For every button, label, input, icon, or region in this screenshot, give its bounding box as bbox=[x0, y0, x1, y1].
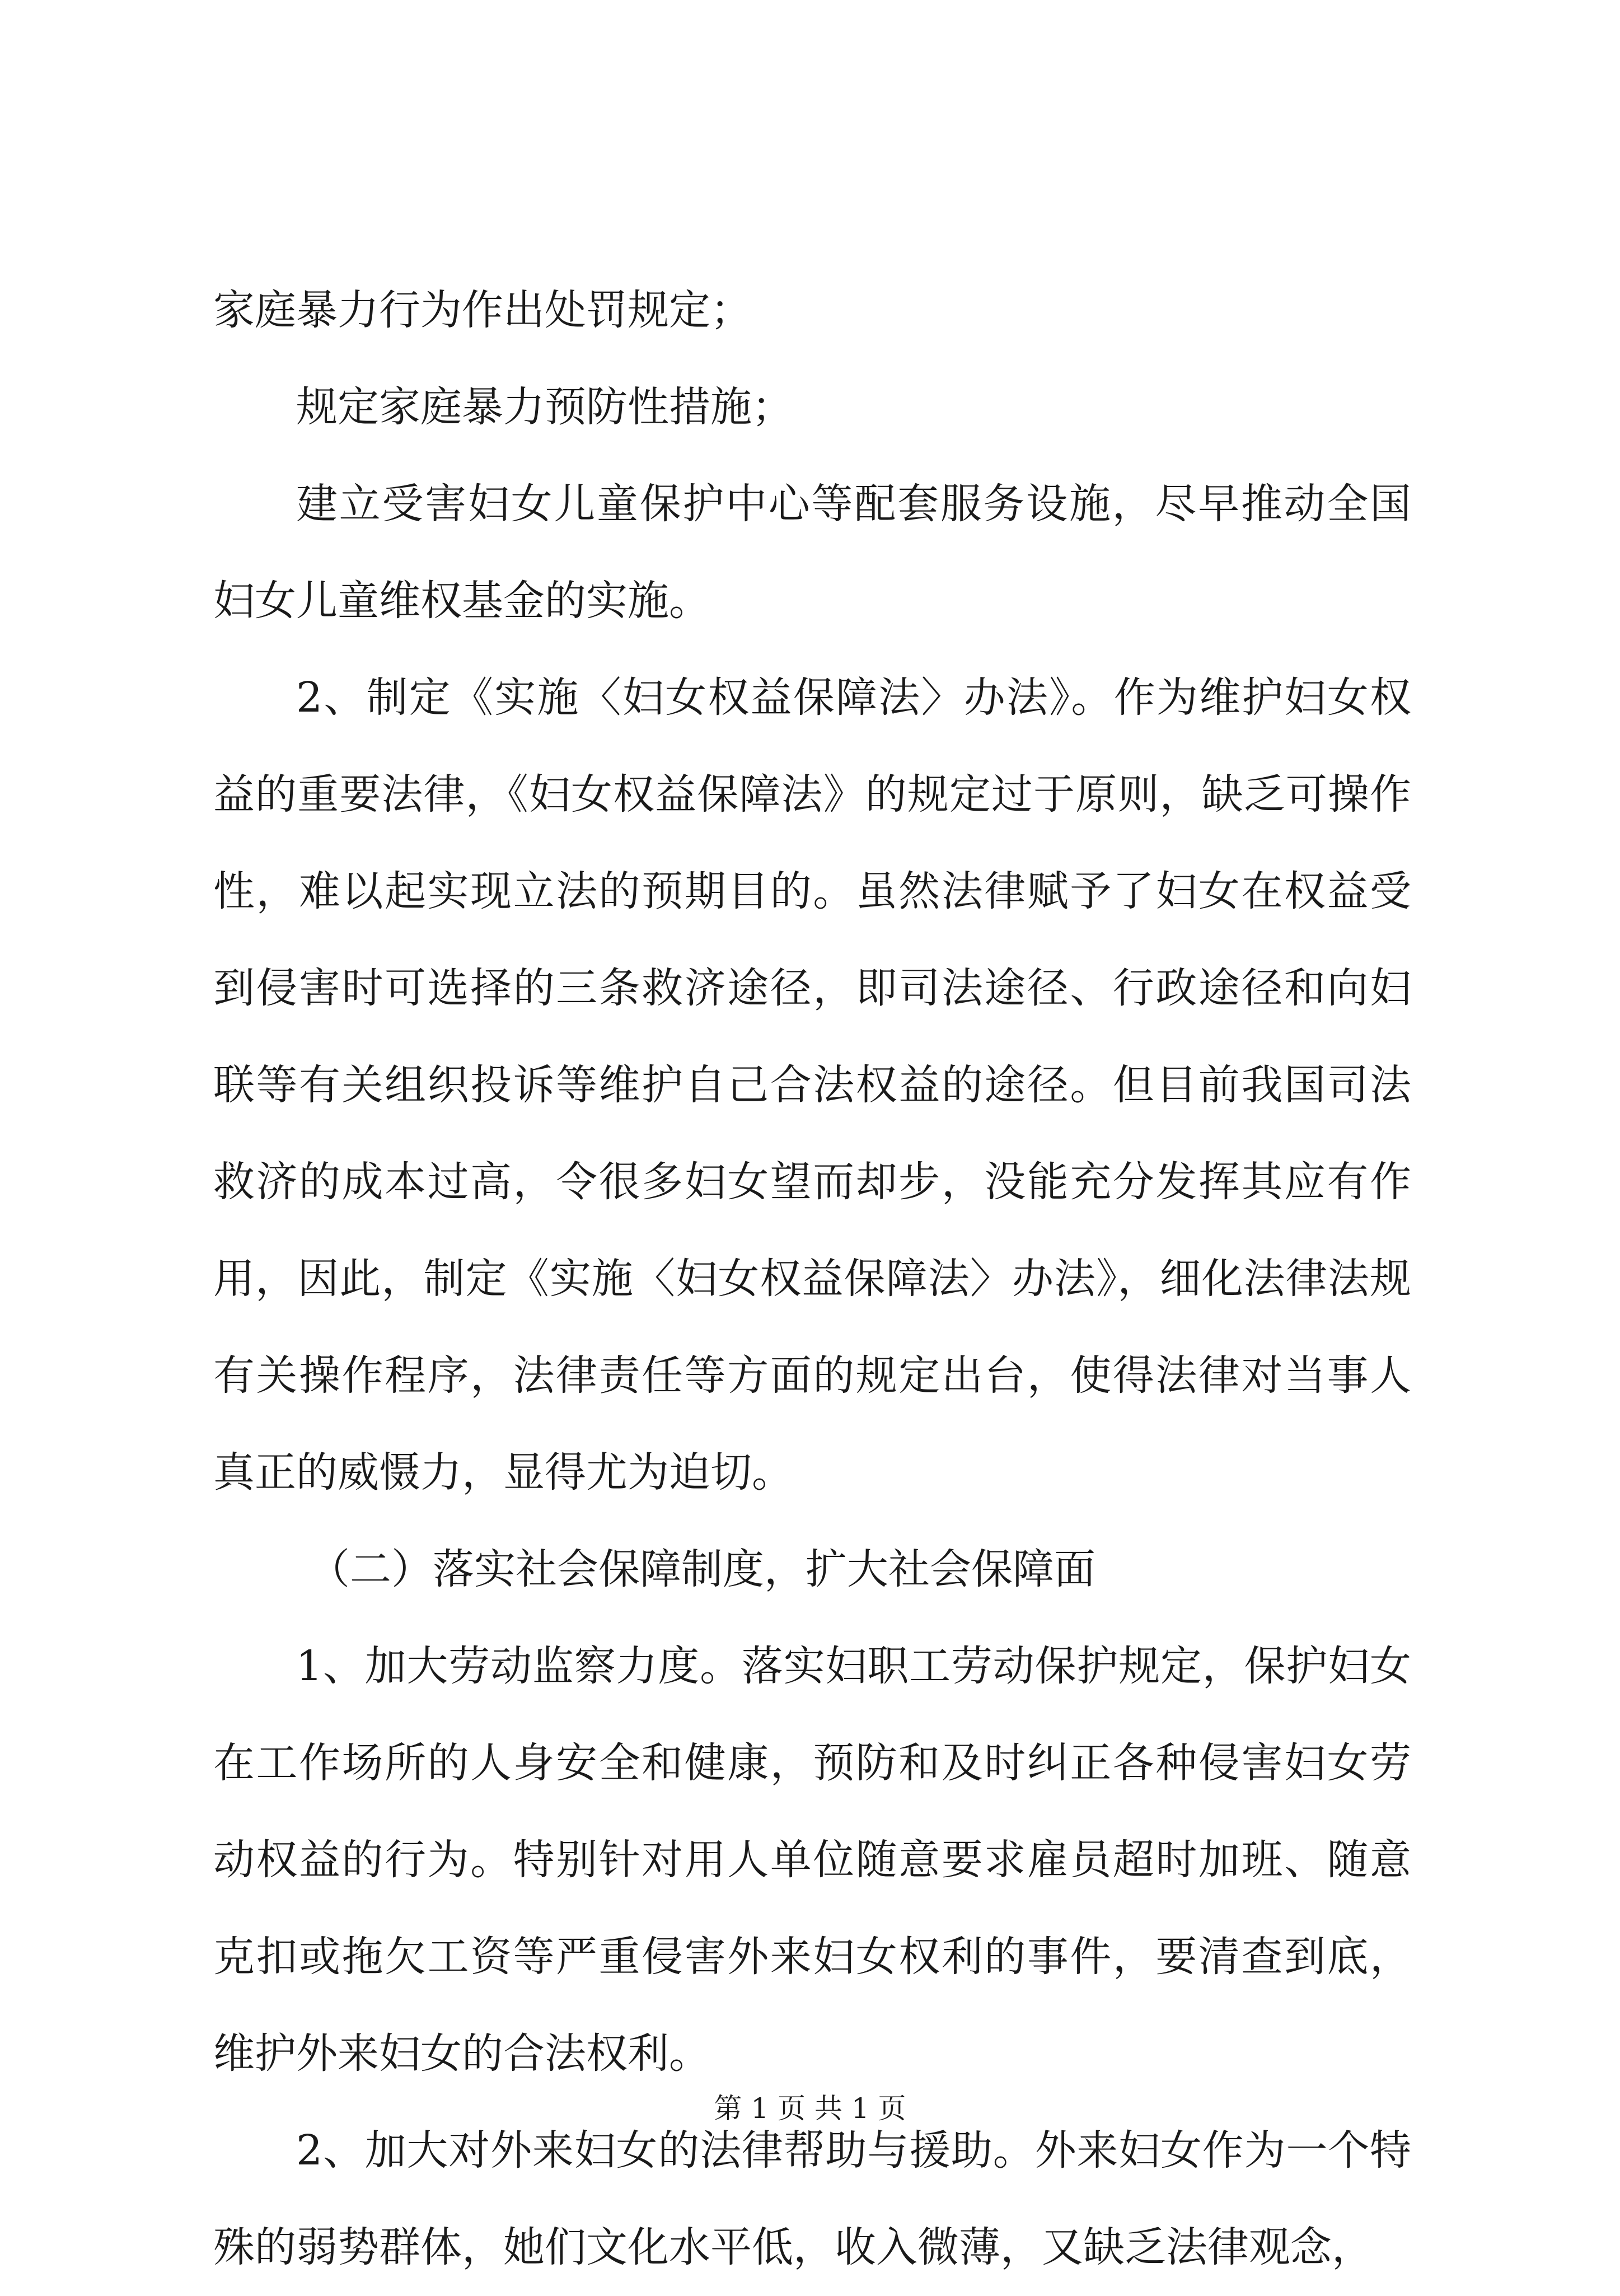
section-heading-social-security: （二）落实社会保障制度，扩大社会保障面 bbox=[308, 1545, 1095, 1593]
paragraph-protection-center: 建立受害妇女儿童保护中心等配套服务设施，尽早推动全国妇女儿童维权基金的实施。 bbox=[213, 480, 1411, 625]
document-body bbox=[213, 262, 1411, 2296]
page-footer: 第 1 页 共 1 页 bbox=[714, 2092, 906, 2125]
paragraph-continuation: 家庭暴力行为作出处罚规定； bbox=[213, 286, 752, 334]
paragraph-legal-aid: 2、加大对外来妇女的法律帮助与援助。外来妇女作为一个特殊的弱势群体，她们文化水平低，收入微薄，又缺乏法律观念， bbox=[213, 2126, 1411, 2271]
paragraph-labor-inspection: 1、加大劳动监察力度。落实妇职工劳动保护规定，保护妇女在工作场所的人身安全和健康，预防和及时纠正各种侵害妇女劳动权益的行为。特别针对用人单位随意要求雇员超时加班、随意克扣或拖欠工资等严重侵害外来妇女权利的事件，要清查到底，维护外来妇女的合法权利。 bbox=[213, 1642, 1411, 2078]
paragraph-prevention-measures: 规定家庭暴力预防性措施； bbox=[296, 383, 793, 431]
paragraph-implementation-measures: 2、制定《实施〈妇女权益保障法〉办法》。作为维护妇女权益的重要法律，《妇女权益保障法》的规定过于原则，缺乏可操作性，难以起实现立法的预期目的。虽然法律赋予了妇女在权益受到侵害时可选择的三条救济途径，即司法途径、行政途径和向妇联等有关组织投诉等维护自己合法权益的途径。但目前我国司法救济的成本过高，令很多妇女望而却步，没能充分发挥其应有作用，因此，制定《实施〈妇女权益保障法〉办法》，细化法律法规有关操作程序，法律责任等方面的规定出台，使得法律对当事人真正的威慑力，显得尤为迫切。 bbox=[213, 674, 1411, 1497]
